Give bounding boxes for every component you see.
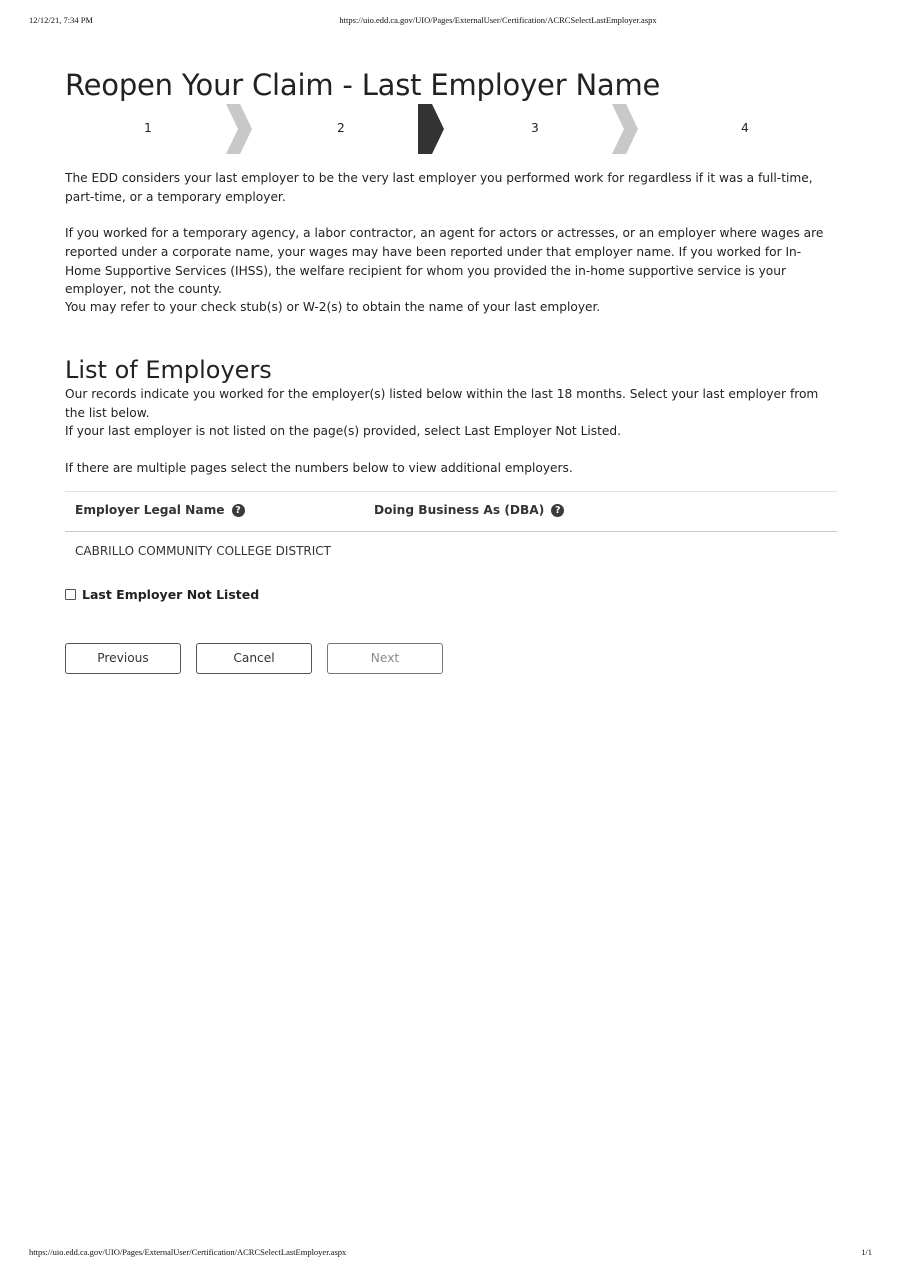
- previous-button[interactable]: Previous: [65, 643, 181, 674]
- progress-stepper: [65, 104, 837, 154]
- section-title: List of Employers: [65, 355, 272, 384]
- table-row[interactable]: [65, 532, 837, 572]
- intro-paragraph-1: The EDD considers your last employer to be the very last employer you performed work for regardless if it was a full-time, part-time, or a temporary employer.: [65, 171, 813, 204]
- next-button[interactable]: Next: [327, 643, 443, 674]
- intro-paragraph-3: You may refer to your check stub(s) or W-2(s) to obtain the name of your last employer.: [65, 300, 601, 314]
- print-url: https://uio.edd.ca.gov/UIO/Pages/ExternalUser/Certification/ACRCSelectLastEmployer.aspx: [339, 15, 657, 25]
- step-3-chevron-icon: [612, 104, 638, 154]
- last-employer-not-listed-checkbox[interactable]: [65, 589, 76, 600]
- table-header: [65, 491, 837, 532]
- column-header-dba: Doing Business As (DBA) ?: [374, 503, 564, 517]
- employers-paragraph-3: If there are multiple pages select the numbers below to view additional employers.: [65, 461, 573, 475]
- employers-paragraph-2: If your last employer is not listed on the page(s) provided, select Last Employer Not Listed.: [65, 424, 621, 438]
- step-2-chevron-icon: [418, 104, 444, 154]
- print-datetime: 12/12/21, 7:34 PM: [29, 15, 93, 25]
- footer-url: https://uio.edd.ca.gov/UIO/Pages/ExternalUser/Certification/ACRCSelectLastEmployer.aspx: [29, 1247, 347, 1257]
- footer-page-number: 1/1: [861, 1247, 872, 1257]
- help-icon[interactable]: ?: [551, 504, 564, 517]
- last-employer-not-listed-option[interactable]: [65, 584, 259, 603]
- employer-legal-name-cell[interactable]: CABRILLO COMMUNITY COLLEGE DISTRICT: [75, 544, 331, 558]
- employers-paragraph-1: Our records indicate you worked for the employer(s) listed below within the last 18 months. Select your last employer from the list below.: [65, 387, 819, 420]
- step-4: 4: [741, 121, 749, 135]
- step-1: 1: [144, 121, 152, 135]
- cancel-button[interactable]: Cancel: [196, 643, 312, 674]
- step-3: 3: [531, 121, 539, 135]
- employers-table: [65, 491, 837, 572]
- page-title: Reopen Your Claim - Last Employer Name: [65, 68, 661, 103]
- intro-paragraph-2: If you worked for a temporary agency, a labor contractor, an agent for actors or actresses, or an employer where wages are reported under a corporate name, your wages may have been reported under that employer name. If you worked for In-Home Supportive Services (IHSS), the welfare recipient for whom you provided the in-home supportive service is your employer, not the county.: [65, 226, 824, 297]
- step-2-current: 2: [337, 121, 345, 135]
- checkbox-label[interactable]: Last Employer Not Listed: [82, 587, 260, 602]
- column-header-legal-name: Employer Legal Name ?: [75, 503, 245, 517]
- help-icon[interactable]: ?: [232, 504, 245, 517]
- step-1-chevron-icon: [226, 104, 252, 154]
